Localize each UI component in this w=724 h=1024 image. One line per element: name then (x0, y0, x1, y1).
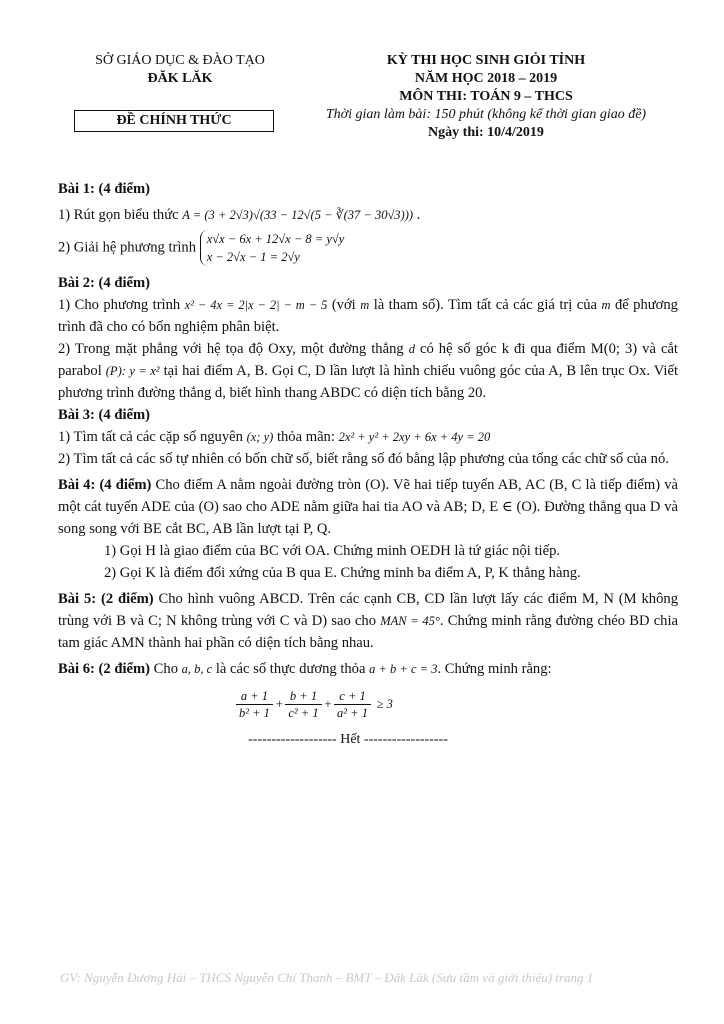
problem-4-title: Bài 4: (4 điểm) (58, 477, 152, 493)
inequality-rhs: ≥ 3 (376, 696, 393, 711)
page-footer: GV: Nguyễn Dương Hải – THCS Nguyễn Chí Thanh – BMT – Đăk Lăk (Sưu tầm và giới thiệu) trang 1 (60, 970, 594, 985)
fraction-2-numerator: b + 1 (285, 688, 321, 705)
problem-4-text: Cho điểm A nằm ngoài đường tròn (O). Vẽ hai tiếp tuyến AB, AC (B, C là tiếp điểm) và một cát tuyến ADE của (O) sao cho ADE nằm giữa hai tia AO và AB; D, E ∈ (O). Đường thẳng qua D và song song với BE cắt BC, AB lần lượt tại P, Q. (58, 477, 678, 537)
parameter-m: m (360, 298, 370, 312)
problem-5-title: Bài 5: (2 điểm) (58, 591, 154, 607)
problem-1-period: . (416, 207, 421, 223)
plus-sign-2: + (323, 696, 333, 711)
integer-pair: (x; y) (246, 430, 274, 444)
line-d: d (408, 342, 415, 356)
problem-3-part-2: 2) Tìm tất cả các số tự nhiên có bốn chữ số, biết rằng số đó bằng lập phương của tổng các chữ số của nó. (58, 451, 669, 467)
fraction-1-denominator: b² + 1 (239, 706, 270, 720)
problem-2-2-text-c: M(0; 3) và cắt parabol (58, 341, 678, 379)
school-year: NĂM HỌC 2018 – 2019 (414, 71, 558, 86)
problem-5 (58, 588, 678, 654)
exam-title: KỲ THI HỌC SINH GIỎI TỈNH (386, 53, 586, 68)
problem-6-text-a: Cho (153, 661, 178, 677)
problem-3-text-b: thỏa mãn: (276, 429, 335, 445)
problem-1-part-2 (58, 230, 678, 266)
fraction-1 (236, 688, 273, 721)
problem-3-title: Bài 3: (4 điểm) (58, 407, 151, 423)
problem-5-text-b: . Chứng minh rằng đường chéo BD chia tam giác AMN thành hai phần có diện tích bằng nhau. (58, 613, 678, 651)
fraction-2-denominator: c² + 1 (288, 706, 319, 720)
problem-2-text-a: 1) Cho phương trình (58, 297, 181, 313)
problem-3-part-1 (58, 426, 678, 448)
parabola-equation: (P): y = x² (105, 364, 160, 378)
problem-6-title: Bài 6: (2 điểm) (58, 661, 151, 677)
exam-date: Ngày thi: 10/4/2019 (428, 125, 544, 140)
problem-4-part-1: 1) Gọi H là giao điểm của BC với OA. Chứng minh OEDH là tứ giác nội tiếp. (104, 543, 561, 559)
fraction-3-numerator: c + 1 (334, 688, 371, 705)
angle-man: MAN = 45° (380, 614, 440, 628)
variables: a, b, c (181, 662, 213, 676)
problem-3-text-a: 1) Tìm tất cả các cặp số nguyên (58, 429, 243, 445)
fraction-3 (334, 688, 371, 721)
problem-3-equation: 2x² + y² + 2xy + 6x + 4y = 20 (338, 430, 491, 444)
plus-sign-1: + (274, 696, 284, 711)
problem-1-part-2-text: 2) Giải hệ phương trình (58, 239, 197, 256)
end-mark: ------------------- Hết ------------------ (248, 732, 448, 747)
exam-body (58, 178, 678, 751)
problem-2-2-text-a: 2) Trong mặt phẳng với hệ tọa độ Oxy, một đường thẳng (58, 341, 404, 357)
condition: a + b + c = 3 (369, 662, 438, 676)
subject: MÔN THI: TOÁN 9 – THCS (399, 89, 573, 104)
fraction-3-denominator: a² + 1 (337, 706, 368, 720)
inequality (58, 688, 678, 721)
province-name: ĐĂK LĂK (147, 71, 213, 86)
problem-6-text-b: là các số thực dương thỏa (215, 661, 366, 677)
problem-6 (58, 658, 678, 680)
parameter-m-2: m (601, 298, 611, 312)
problem-4 (58, 474, 678, 540)
header-right (290, 52, 682, 142)
problem-1-part-1-text: 1) Rút gọn biểu thức (58, 207, 179, 223)
exam-time: Thời gian làm bài: 150 phút (không kể thời gian giao đề) (325, 107, 647, 122)
equation-system (200, 230, 345, 266)
problem-2-2-text-b: có hệ số góc k đi qua điểm (420, 341, 586, 357)
department-name: SỞ GIÁO DỤC & ĐÀO TẠO (95, 53, 265, 68)
problem-5-text-a: Cho hình vuông ABCD. Trên các cạnh CB, CD lần lượt lấy các điểm M, N (M không trùng với B và C; N không trùng với C và D) sao cho (58, 591, 678, 629)
problem-2-text-c: là tham số). Tìm tất cả các giá trị của (373, 297, 597, 313)
system-equation-2: x − 2√x − 1 = 2√y (206, 250, 300, 264)
fraction-2 (285, 688, 321, 721)
system-equation-1: x√x − 6x + 12√x − 8 = y√y (206, 232, 345, 246)
problem-1-expression: A = (3 + 2√3)√(33 − 12√(5 − ∛(37 − 30√3))) (182, 208, 414, 222)
fraction-1-numerator: a + 1 (236, 688, 273, 705)
problem-2-2-text-e: tại hai điểm A, B. Gọi C, D lần lượt là hình chiếu vuông góc của A, B lên trục Ox. Viết phương trình đường thẳng d, biết hình thang ABDC có diện tích bằng 20. (58, 363, 679, 401)
problem-2-part-1 (58, 294, 678, 338)
problem-2-equation: x² − 4x = 2|x − 2| − m − 5 (184, 298, 328, 312)
problem-2-text-d: để phương trình đã cho có bốn nghiệm phân biệt. (58, 297, 678, 335)
problem-2-text-b: (với (331, 297, 356, 313)
problem-1-title: Bài 1: (4 điểm) (58, 181, 151, 197)
problem-4-part-2: 2) Gọi K là điểm đối xứng của B qua E. Chứng minh ba điểm A, P, K thẳng hàng. (104, 565, 581, 581)
problem-6-text-c: . Chứng minh rằng: (437, 661, 552, 677)
problem-2-title: Bài 2: (4 điểm) (58, 275, 151, 291)
official-stamp: ĐỀ CHÍNH THỨC (74, 110, 274, 132)
problem-1-part-1 (58, 204, 678, 226)
problem-2-part-2 (58, 338, 678, 404)
header-left (60, 52, 300, 88)
